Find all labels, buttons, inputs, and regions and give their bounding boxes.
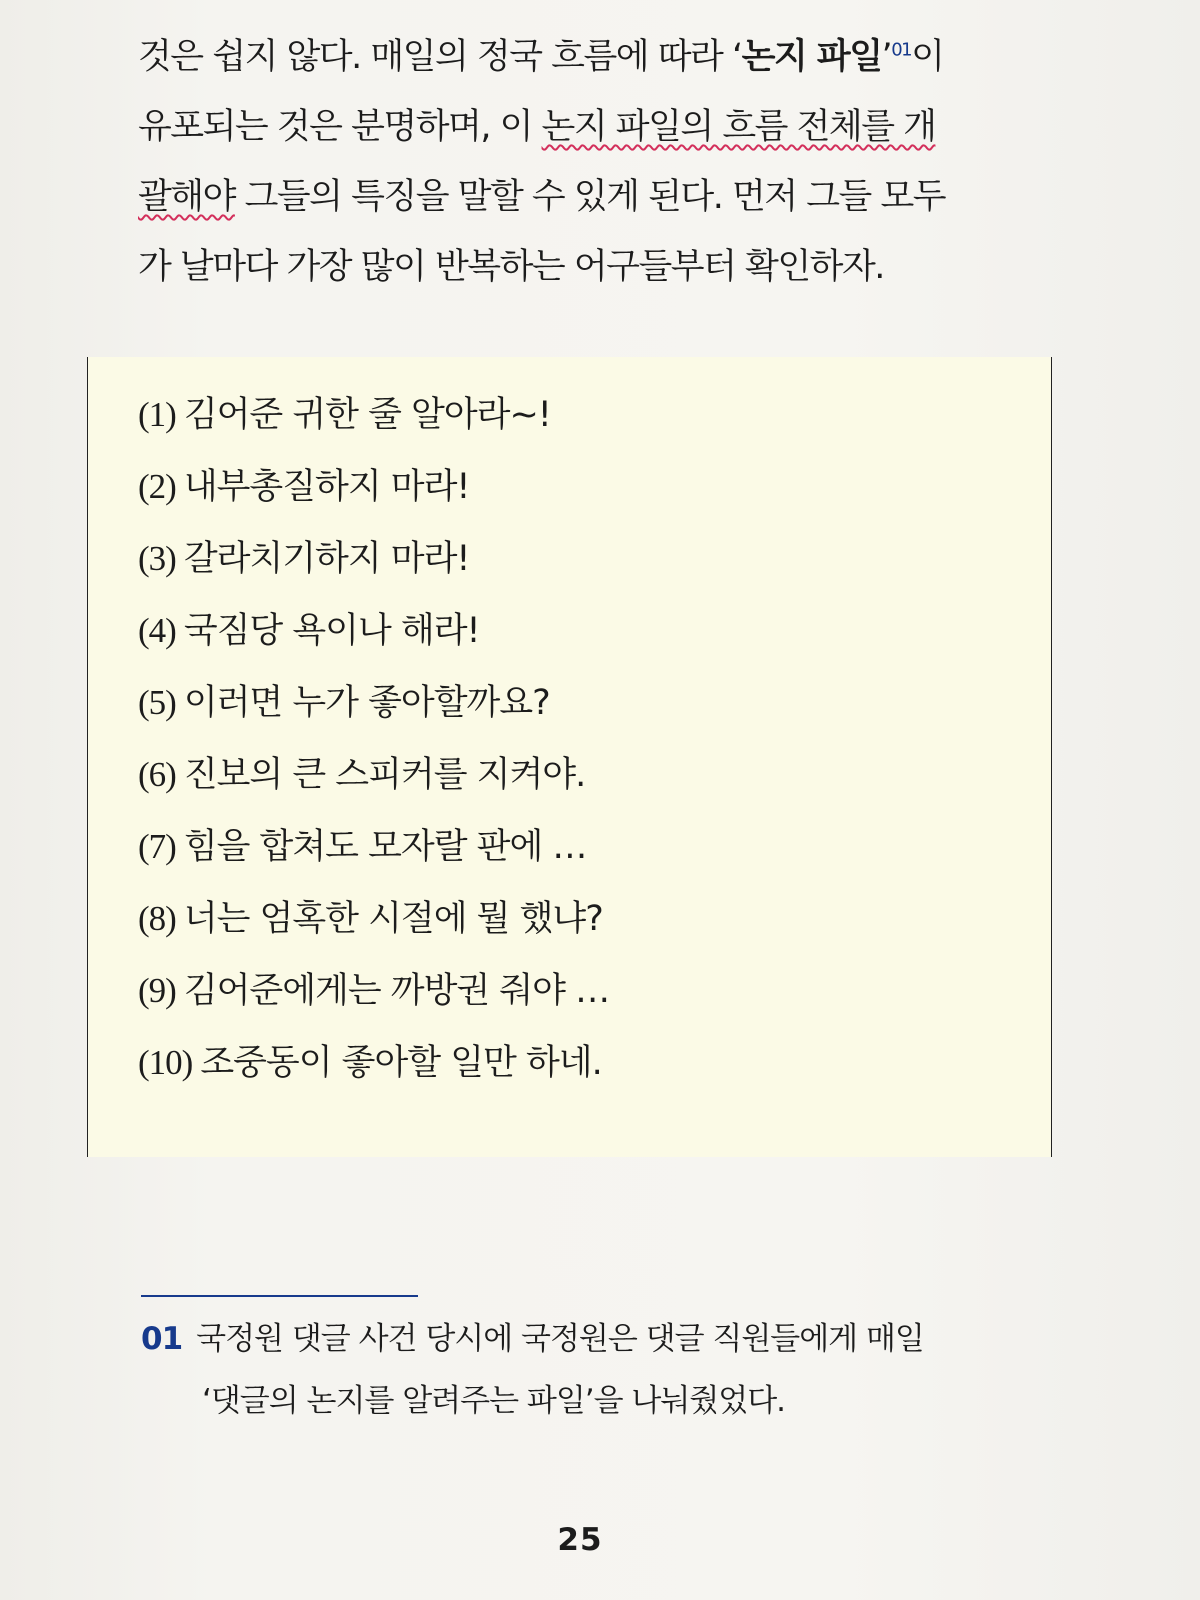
quote-item [138,379,609,451]
quote-item-number: (8) [138,899,176,938]
quote-item-text: 힘을 합쳐도 모자랄 판에 … [183,827,587,867]
quote-item-number: (3) [138,539,176,578]
body-line-2 [138,92,998,162]
quote-item [138,1027,609,1099]
footnote-text-1: 국정원 댓글 사건 당시에 국정원은 댓글 직원들에게 매일 [196,1321,924,1357]
body-line-1 [138,22,998,92]
quote-item-number: (6) [138,755,176,794]
quote-list [138,379,609,1099]
quote-item-text: 갈라치기하지 마라! [183,539,470,579]
body-line-1-tail: 이 [911,37,944,77]
quote-item-text: 국짐당 욕이나 해라! [183,611,480,651]
quote-item [138,595,609,667]
body-line-3 [138,162,998,232]
footnote-divider [141,1295,418,1297]
quote-item [138,811,609,883]
quote-box [87,357,1052,1157]
quote-item [138,451,609,523]
quote-item-number: (10) [138,1043,193,1082]
quote-open: ‘ [731,37,742,77]
body-line-2-text: 유포되는 것은 분명하며, 이 [138,107,542,147]
footnote-reference[interactable]: 01 [891,39,912,61]
quote-item-text: 조중동이 좋아할 일만 하네. [200,1043,602,1083]
quote-item-text: 내부총질하지 마라! [183,467,470,507]
quote-item-number: (2) [138,467,176,506]
footnote-text-2: ‘댓글의 논지를 알려주는 파일’을 나눠줬었다. [202,1383,786,1419]
quote-item [138,955,609,1027]
quote-item-text: 너는 엄혹한 시절에 뭘 했냐? [183,899,603,939]
footnote-number: 01 [141,1321,183,1357]
body-line-3-text: 그들의 특징을 말할 수 있게 된다. 먼저 그들 모두 [234,177,946,217]
wavy-underlined-text: 논지 파일의 흐름 전체를 개 [541,107,936,147]
quote-item-number: (9) [138,971,176,1010]
quote-close: ’ [881,37,892,77]
quote-item-text: 이러면 누가 좋아할까요? [183,683,550,723]
quote-item [138,667,609,739]
quote-item-number: (4) [138,611,176,650]
body-line-4: 가 날마다 가장 많이 반복하는 어구들부터 확인하자. [138,247,884,287]
quote-item-number: (7) [138,827,176,866]
quote-item-text: 김어준 귀한 줄 알아라~! [183,395,551,435]
body-paragraph [138,22,998,302]
page-number: 25 [557,1522,603,1558]
body-line-1-text: 것은 쉽지 않다. 매일의 정국 흐름에 따라 [138,37,732,77]
quote-item-text: 김어준에게는 까방권 줘야 … [183,971,610,1011]
footnote [141,1308,1041,1432]
quote-item-number: (5) [138,683,176,722]
quote-item-text: 진보의 큰 스피커를 지켜야. [183,755,586,795]
quote-item [138,523,609,595]
footnote-line-1 [141,1308,1041,1370]
quote-item-number: (1) [138,395,176,434]
quote-item [138,883,609,955]
quote-item [138,739,609,811]
wavy-underlined-text: 괄해야 [138,177,235,217]
bold-term: 논지 파일 [741,37,882,77]
